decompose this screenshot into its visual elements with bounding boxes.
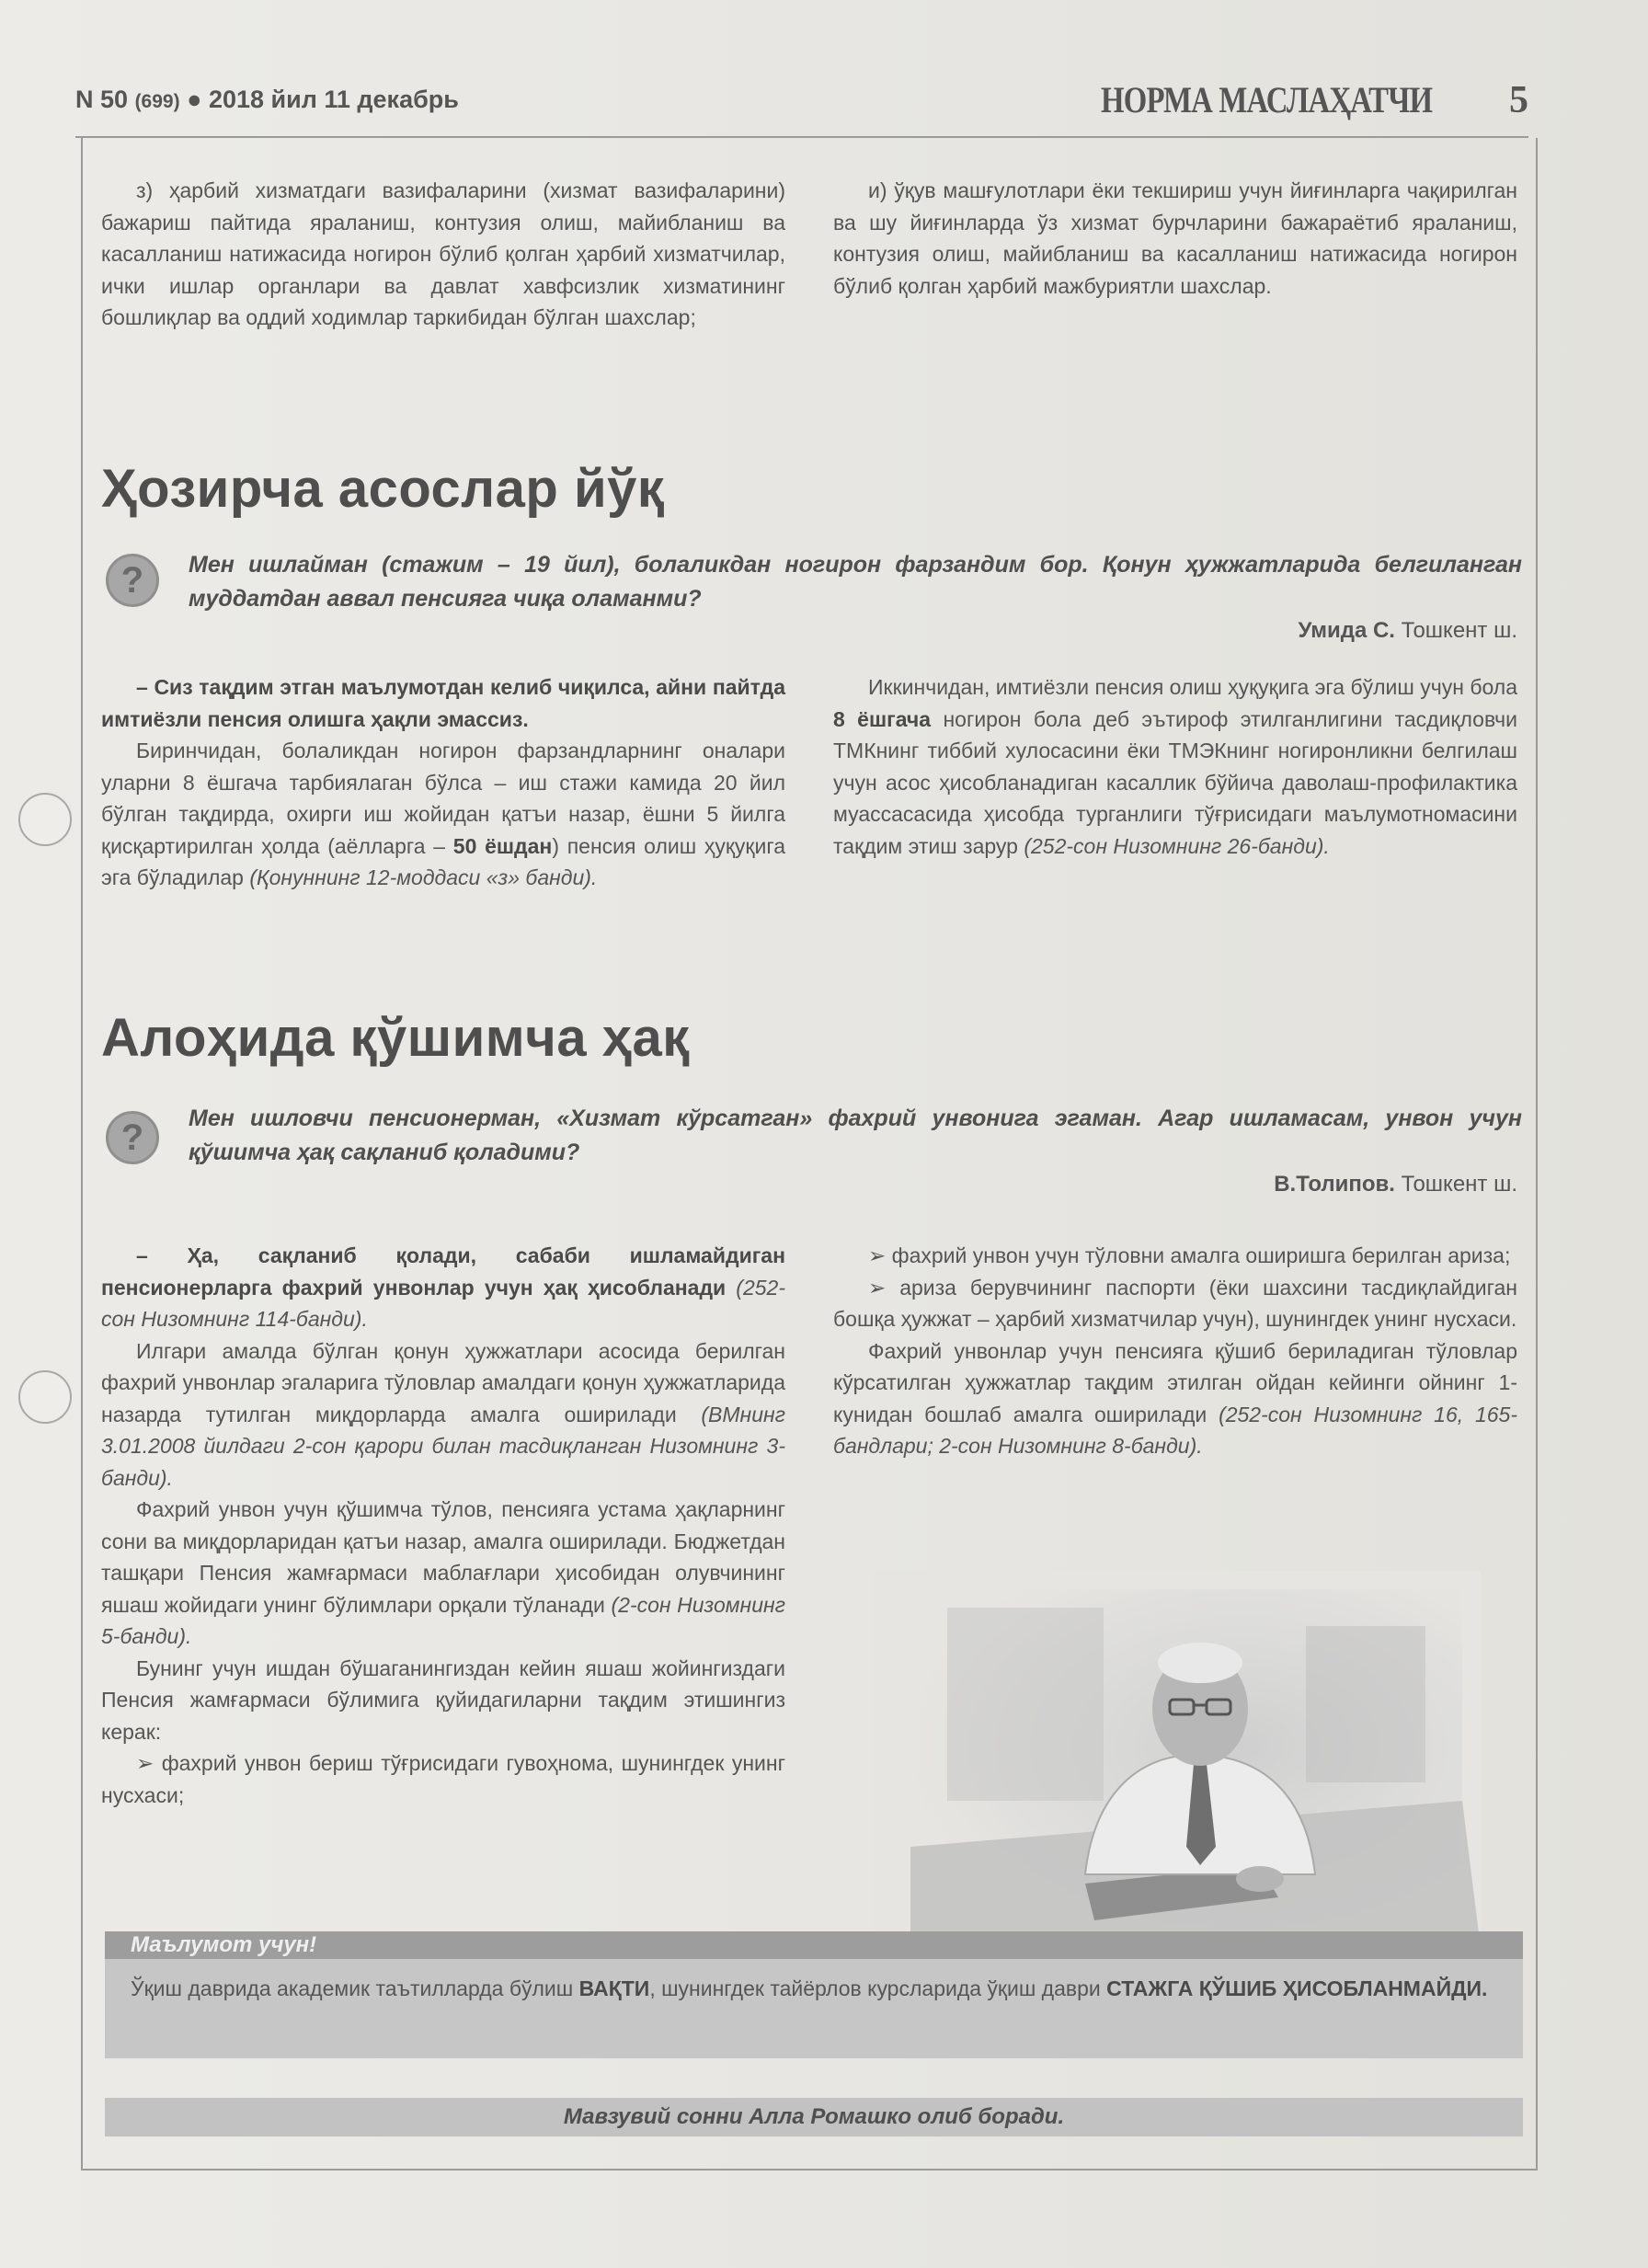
punch-hole xyxy=(18,1370,72,1424)
article1-right-column xyxy=(833,671,1517,862)
article1-paragraph: Биринчидан, болаликдан ногирон фарзандларнинг оналари уларни 8 ёшгача тарбиялаган бўлса – иш стажи камида 20 йил бўлган тақдирда, охирги иш жойидан қатъи назар, ёшни 5 йилга қисқартирилган ҳолда (аёлларга – 50 ёшдан) пенсия олиш ҳуқуқига эга бўладилар (Қонуннинг 12-моддаси «з» банди). xyxy=(101,739,786,889)
article2-title: Алоҳида қўшимча ҳақ xyxy=(101,1008,690,1068)
article1-answer-lead: – Сиз тақдим этган маълумотдан келиб чиқилса, айни пайтда имтиёзли пенсия олишга ҳақли эмассиз. xyxy=(101,675,785,731)
article1-title: Ҳозирча асослар йўқ xyxy=(101,459,665,519)
author-name: В.Толипов. xyxy=(1274,1172,1395,1197)
question-icon: ? xyxy=(106,554,159,607)
list-item: ➢ фахрий унвон бериш тўғрисидаги гувоҳнома, шунингдек унинг нусхаси; xyxy=(101,1751,785,1807)
publication-title: НОРМА МАСЛАҲАТЧИ xyxy=(1100,79,1432,120)
author-city: Тошкент ш. xyxy=(1401,618,1517,643)
article1-left-column xyxy=(101,671,785,894)
article1-author xyxy=(1298,618,1517,644)
photo-illustration xyxy=(874,1571,1481,1948)
info-box-text: Ўқиш даврида академик таътилларда бўлиш ВАҚТИ, шунингдек тайёрлов курсларида ўқиш даври СТАЖГА ҚЎШИБ ҲИСОБЛАНМАЙДИ. xyxy=(131,1976,1488,2000)
article2-left-column xyxy=(101,1240,785,1811)
editor-credit: Мавзувий сонни Алла Ромашко олиб боради. xyxy=(105,2098,1523,2136)
article2-paragraph: Фахрий унвон учун қўшимча тўлов, пенсияга устама ҳақларнинг сони ва миқдорларидан қатъи назар, амалга оширилади. Бюджетдан ташқари Пенсия жамғармаси маблағлари ҳисобидан олувчининг яшаш жойидаги унинг бўлимлари орқали тўланади (2-сон Низомнинг 5-банди). xyxy=(101,1497,785,1648)
info-box-title: Маълумот учун! xyxy=(131,1932,317,1957)
list-item: ➢ фахрий унвон учун тўловни амалга оширишга берилган ариза; xyxy=(868,1243,1511,1267)
info-box xyxy=(105,1931,1523,2058)
top-left-text: з) ҳарбий хизматдаги вазифаларини (хизмат вазифаларини) бажариш пайтида яраланиш, контузия олиш, майибланиш ва касалланиш натижасида ногирон бўлиб қолган ҳарбий хизматчилар, ички ишлар органлари ва давлат хавфсизлик хизматининг бошлиқлар ва оддий ходимлар таркибидан бўлган шахслар; xyxy=(101,178,785,329)
article2-answer-lead: – Ҳа, сақланиб қолади, сабаби ишламайдиган пенсионерларга фахрий унвонлар учун ҳақ ҳисобланади (252-сон Низомнинг 114-банди). xyxy=(101,1243,785,1331)
article2-paragraph: Фахрий унвонлар учун пенсияга қўшиб бериладиган тўловлар кўрсатилган ҳужжатлар тақдим этилган ойдан кейинги ойнинг 1-кунидан бошлаб амалга оширилади (252-сон Низомнинг 16, 165-бандлари; 2-сон Низомнинг 8-банди). xyxy=(833,1338,1517,1458)
list-item: ➢ ариза берувчининг паспорти (ёки шахсини тасдиқлайдиган бошқа ҳужжат – ҳарбий хизматчилар учун), шунингдек унинг нусхаси. xyxy=(833,1275,1517,1331)
bullet: ● xyxy=(187,86,202,113)
issue-total: (699) xyxy=(134,91,180,112)
article1-paragraph: Иккинчидан, имтиёзли пенсия олиш ҳуқуқига эга бўлиш учун бола 8 ёшгача ногирон бола деб эътироф этилганлигини тасдиқловчи ТМКнинг тиббий хулосасини ёки ТМЭКнинг ногиронликни белгилаш учун асос ҳисобланадиган касаллик бўйича даволаш-профилактика муассасасида ҳисобда турганлиги тўғрисидаги маълумотномасини тақдим этиш зарур (252-сон Низомнинг 26-банди). xyxy=(833,675,1517,858)
article2-question: Мен ишловчи пенсионерман, «Хизмат кўрсатган» фахрий унвонига эгаман. Агар ишламасам, унвон учун қўшимча ҳақ сақланиб қоладими? xyxy=(189,1105,1522,1165)
article2-paragraph: Илгари амалда бўлган қонун ҳужжатлари асосида берилган фахрий унвонлар эгаларига тўловлар амалдаги қонун ҳужжатларида назарда тутилган миқдорларда амалга оширилади (ВМнинг 3.01.2008 йилдаги 2-сон қарори билан тасдиқланган Низомнинг 3-банди). xyxy=(101,1338,785,1490)
question-icon: ? xyxy=(106,1111,159,1164)
top-right-column xyxy=(833,175,1517,302)
top-right-text: и) ўқув машғулотлари ёки текшириш учун йиғинларга чақирилган ва шу йиғинларда ўз хизмат бурчларини бажараётиб яраланиш, контузия олиш, майибланиш ва касалланиш натижасида ногирон бўлиб қолган ҳарбий мажбуриятли шахслар. xyxy=(833,178,1517,298)
article1-question: Мен ишлайман (стажим – 19 йил), болаликдан ногирон фарзандим бор. Қонун ҳужжатларида белгиланган муддатдан аввал пенсияга чиқа оламанми? xyxy=(189,552,1522,612)
issue-info xyxy=(75,86,459,114)
issue-date: 2018 йил 11 декабрь xyxy=(208,86,459,113)
page-number: 5 xyxy=(1509,79,1528,121)
article2-author xyxy=(1274,1172,1517,1197)
issue-number: N 50 xyxy=(75,86,129,113)
article2-right-column xyxy=(833,1240,1517,1462)
photo-man-at-desk xyxy=(874,1571,1481,1948)
article2-paragraph: Бунинг учун ишдан бўшаганингиздан кейин яшаш жойингиздаги Пенсия жамғармаси бўлимига қуйидагиларни тақдим этишингиз керак: xyxy=(101,1655,785,1744)
punch-hole xyxy=(18,793,72,846)
page-header xyxy=(75,78,1528,133)
author-city: Тошкент ш. xyxy=(1401,1172,1517,1197)
author-name: Умида С. xyxy=(1298,618,1395,643)
info-box-header xyxy=(105,1931,1523,1959)
top-left-column xyxy=(101,175,785,334)
